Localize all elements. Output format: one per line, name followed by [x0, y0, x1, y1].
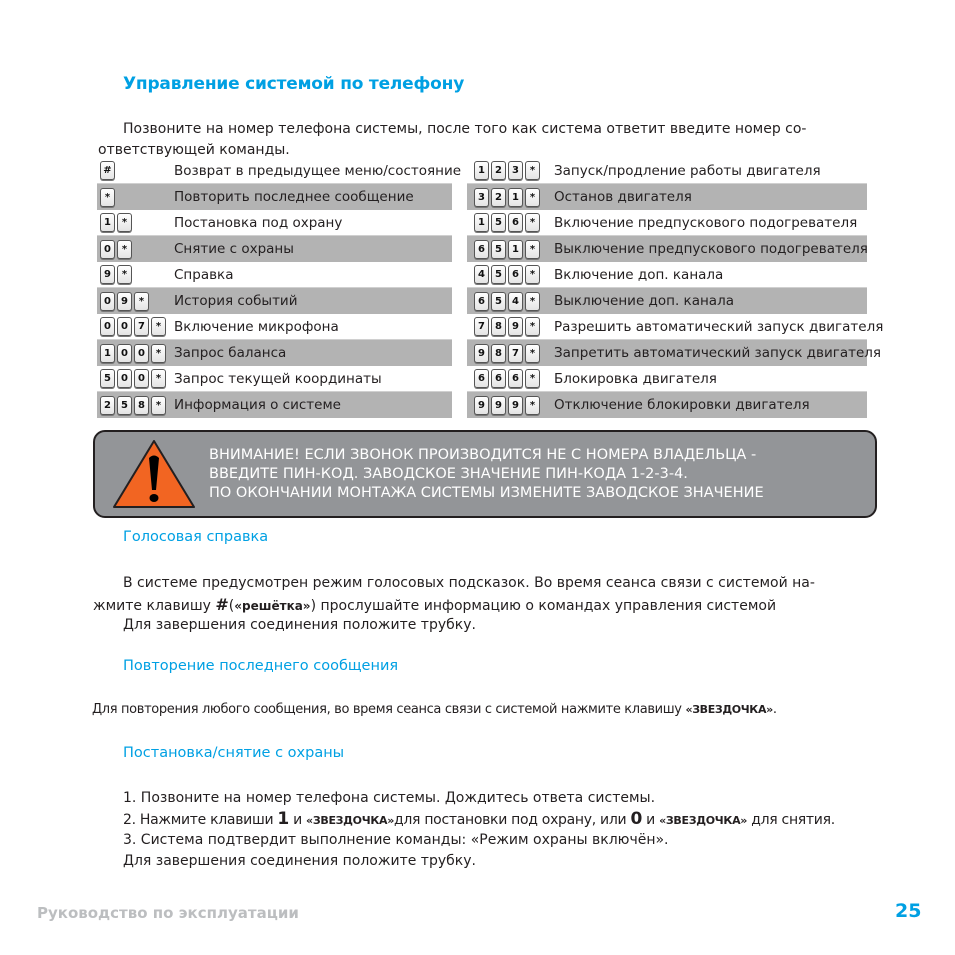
command-label: Разрешить автоматический запуск двигателя	[554, 318, 884, 335]
command-label: Запретить автоматический запуск двигателя	[554, 345, 882, 361]
digit-key-icon: 0	[134, 369, 149, 388]
star-key-icon: *	[525, 161, 540, 180]
digit-key-icon: 9	[474, 344, 489, 363]
page-title: Управление системой по телефону	[123, 74, 465, 94]
hash-key-icon: #	[100, 161, 115, 180]
command-row	[467, 262, 867, 288]
step2-and-2: и	[642, 812, 660, 828]
voice-help-heading: Голосовая справка	[123, 529, 269, 545]
star-key-icon: *	[151, 317, 166, 336]
voice-help-line-3: Для завершения соединения положите трубку.	[123, 617, 476, 633]
star-key-icon: *	[117, 213, 132, 232]
key-sequence	[467, 240, 554, 259]
star-key-name: «ЗВЕЗДОЧКА»	[306, 814, 395, 827]
command-label: Повторить последнее сообщение	[174, 189, 414, 205]
command-row	[97, 288, 452, 314]
command-row	[97, 392, 452, 418]
command-label: Запрос текущей координаты	[174, 370, 382, 387]
period: .	[772, 702, 777, 717]
digit-key-icon: 6	[508, 213, 523, 232]
key-sequence	[97, 369, 174, 388]
command-row	[467, 210, 867, 236]
command-row	[97, 210, 452, 236]
digit-key-icon: 5	[117, 396, 132, 415]
key-sequence	[467, 213, 554, 232]
star-key-name: «ЗВЕЗДОЧКА»	[685, 703, 773, 716]
digit-key-icon: 9	[117, 292, 132, 311]
command-row	[97, 158, 462, 184]
digit-key-icon: 6	[474, 240, 489, 259]
command-row	[467, 366, 867, 392]
key-1-label: 1	[277, 809, 289, 829]
command-row	[467, 236, 867, 262]
warning-line-2: ВВЕДИТЕ ПИН-КОД. ЗАВОДСКОЕ ЗНАЧЕНИЕ ПИН-КОДА 1-2-3-4.	[209, 466, 688, 482]
command-label: Выключение предпускового подогревателя	[554, 241, 868, 257]
digit-key-icon: 0	[134, 344, 149, 363]
key-sequence	[97, 396, 174, 415]
star-key-icon: *	[100, 188, 115, 207]
digit-key-icon: 4	[508, 292, 523, 311]
star-key-icon: *	[151, 344, 166, 363]
key-sequence	[97, 188, 174, 207]
key-sequence	[467, 265, 554, 284]
digit-key-icon: 7	[134, 317, 149, 336]
star-key-icon: *	[117, 265, 132, 284]
digit-key-icon: 6	[508, 265, 523, 284]
repeat-text	[92, 702, 777, 717]
command-row	[97, 262, 452, 288]
command-row	[467, 314, 884, 340]
command-label: Возврат в предыдущее меню/состояние	[174, 162, 462, 179]
command-label: Включение предпускового подогревателя	[554, 214, 858, 231]
digit-key-icon: 1	[508, 188, 523, 207]
key-sequence	[97, 213, 174, 232]
command-row	[97, 366, 452, 392]
digit-key-icon: 2	[491, 161, 506, 180]
digit-key-icon: 1	[474, 161, 489, 180]
star-key-icon: *	[525, 292, 540, 311]
star-key-icon: *	[525, 213, 540, 232]
commands-table-right	[467, 158, 884, 418]
digit-key-icon: 8	[134, 396, 149, 415]
star-key-icon: *	[525, 369, 540, 388]
digit-key-icon: 9	[491, 396, 506, 415]
intro-line-2: ответствующей команды.	[98, 142, 290, 158]
digit-key-icon: 6	[474, 369, 489, 388]
star-key-name-2: «ЗВЕЗДОЧКА»	[659, 814, 748, 827]
key-sequence	[97, 292, 174, 311]
digit-key-icon: 1	[100, 213, 115, 232]
key-sequence	[97, 265, 174, 284]
arming-step-3: 3. Система подтвердит выполнение команды: «Режим охраны включён».	[123, 832, 669, 848]
key-sequence	[97, 240, 174, 259]
digit-key-icon: 6	[474, 292, 489, 311]
digit-key-icon: 5	[100, 369, 115, 388]
voice-help-text-end: ) прослушайте информацию о командах управления системой	[310, 598, 777, 614]
command-label: Снятие с охраны	[174, 241, 294, 257]
command-label: Включение доп. канала	[554, 266, 724, 283]
digit-key-icon: 0	[117, 344, 132, 363]
command-row	[467, 392, 867, 418]
command-row	[467, 340, 882, 366]
digit-key-icon: 1	[100, 344, 115, 363]
step2-text-mid: для постановки под охрану, или	[394, 812, 631, 828]
digit-key-icon: 2	[491, 188, 506, 207]
digit-key-icon: 9	[508, 317, 523, 336]
voice-help-line-1: В системе предусмотрен режим голосовых подсказок. Во время сеанса связи с системой на-	[123, 575, 815, 591]
footer-manual-title: Руководство по эксплуатации	[37, 904, 299, 922]
command-label: Включение микрофона	[174, 318, 339, 335]
key-sequence	[467, 396, 554, 415]
arming-step-1: 1. Позвоните на номер телефона системы. Дождитесь ответа системы.	[123, 790, 656, 806]
warning-line-1: ВНИМАНИЕ! ЕСЛИ ЗВОНОК ПРОИЗВОДИТСЯ НЕ С НОМЕРА ВЛАДЕЛЬЦА -	[209, 447, 757, 463]
command-row	[97, 236, 452, 262]
command-label: Блокировка двигателя	[554, 370, 717, 387]
digit-key-icon: 1	[508, 240, 523, 259]
hash-key-label: #	[215, 595, 229, 614]
hash-key-name: «решётка»	[234, 599, 311, 613]
digit-key-icon: 7	[508, 344, 523, 363]
digit-key-icon: 9	[474, 396, 489, 415]
digit-key-icon: 5	[491, 240, 506, 259]
command-row	[97, 340, 452, 366]
digit-key-icon: 3	[508, 161, 523, 180]
digit-key-icon: 3	[474, 188, 489, 207]
star-key-icon: *	[151, 369, 166, 388]
step2-text-end: для снятия.	[747, 812, 835, 828]
command-label: Справка	[174, 266, 234, 283]
digit-key-icon: 7	[474, 317, 489, 336]
digit-key-icon: 1	[474, 213, 489, 232]
star-key-icon: *	[525, 265, 540, 284]
digit-key-icon: 9	[508, 396, 523, 415]
key-0-label: 0	[630, 809, 642, 829]
digit-key-icon: 5	[491, 265, 506, 284]
voice-help-line-2	[93, 594, 776, 617]
command-label: Отключение блокировки двигателя	[554, 397, 810, 413]
digit-key-icon: 0	[117, 369, 132, 388]
digit-key-icon: 6	[491, 369, 506, 388]
warning-box	[93, 430, 877, 518]
commands-table-left	[97, 158, 462, 418]
digit-key-icon: 4	[474, 265, 489, 284]
warning-triangle-icon	[111, 438, 197, 510]
command-row	[467, 288, 867, 314]
intro-line-1: Позвоните на номер телефона системы, после того как система ответит введите номер со-	[123, 121, 807, 137]
key-sequence	[467, 188, 554, 207]
command-label: История событий	[174, 293, 298, 309]
digit-key-icon: 8	[491, 344, 506, 363]
arming-end: Для завершения соединения положите трубку.	[123, 853, 476, 869]
star-key-icon: *	[525, 188, 540, 207]
command-label: Постановка под охрану	[174, 214, 343, 231]
paren: (	[228, 598, 235, 614]
arming-heading: Постановка/снятие с охраны	[123, 745, 345, 761]
command-label: Запуск/продление работы двигателя	[554, 162, 821, 179]
star-key-icon: *	[151, 396, 166, 415]
command-label: Информация о системе	[174, 397, 341, 413]
key-sequence	[467, 161, 554, 180]
step2-text: 2. Нажмите клавиши	[123, 812, 278, 828]
voice-help-text: жмите клавишу	[93, 598, 216, 614]
digit-key-icon: 5	[491, 292, 506, 311]
key-sequence	[467, 344, 554, 363]
star-key-icon: *	[134, 292, 149, 311]
digit-key-icon: 2	[100, 396, 115, 415]
command-row	[467, 184, 867, 210]
command-label: Останов двигателя	[554, 189, 692, 205]
digit-key-icon: 8	[491, 317, 506, 336]
page-number: 25	[895, 900, 922, 922]
digit-key-icon: 6	[508, 369, 523, 388]
command-row	[97, 314, 452, 340]
warning-line-3: ПО ОКОНЧАНИИ МОНТАЖА СИСТЕМЫ ИЗМЕНИТЕ ЗАВОДСКОЕ ЗНАЧЕНИЕ	[209, 485, 764, 501]
key-sequence	[467, 369, 554, 388]
key-sequence	[97, 161, 174, 180]
arming-step-2	[123, 809, 835, 831]
digit-key-icon: 0	[100, 317, 115, 336]
key-sequence	[467, 317, 554, 336]
star-key-icon: *	[525, 344, 540, 363]
command-label: Запрос баланса	[174, 345, 287, 361]
digit-key-icon: 0	[100, 292, 115, 311]
digit-key-icon: 5	[491, 213, 506, 232]
step2-and: и	[288, 812, 307, 828]
digit-key-icon: 9	[100, 265, 115, 284]
key-sequence	[97, 344, 174, 363]
star-key-icon: *	[525, 396, 540, 415]
star-key-icon: *	[525, 240, 540, 259]
repeat-heading: Повторение последнего сообщения	[123, 658, 399, 674]
star-key-icon: *	[525, 317, 540, 336]
digit-key-icon: 0	[100, 240, 115, 259]
key-sequence	[467, 292, 554, 311]
key-sequence	[97, 317, 174, 336]
digit-key-icon: 0	[117, 317, 132, 336]
command-row	[97, 184, 452, 210]
command-label: Выключение доп. канала	[554, 293, 734, 309]
repeat-text-main: Для повторения любого сообщения, во время сеанса связи с системой нажмите клавишу	[92, 702, 686, 717]
command-row	[467, 158, 867, 184]
star-key-icon: *	[117, 240, 132, 259]
